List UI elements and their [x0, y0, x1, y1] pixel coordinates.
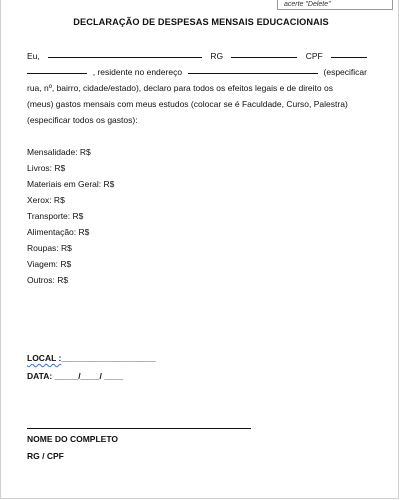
especificar-text: (especificar	[323, 67, 367, 77]
declaration-line-4	[27, 96, 367, 112]
declaration-paragraph	[27, 48, 367, 128]
full-name-label: NOME DO COMPLETO	[27, 434, 118, 444]
expense-item: Transporte: R$	[27, 211, 84, 221]
eu-label: Eu,	[27, 51, 40, 61]
expense-item: Viagem: R$	[27, 259, 72, 269]
expense-item: Alimentação: R$	[27, 227, 90, 237]
local-label: LOCAL :	[27, 353, 62, 363]
declaration-line-3	[27, 80, 367, 96]
date-blanks: _____/____/ ____	[54, 371, 124, 381]
rg-cpf-label: RG / CPF	[27, 451, 64, 461]
residente-text: , residente no endereço	[92, 67, 183, 77]
expense-item: Xerox: R$	[27, 195, 65, 205]
expenses-list	[27, 144, 114, 288]
declaration-line-5-text: (especificar todos os gastos):	[27, 115, 138, 125]
declaration-line-2	[27, 64, 367, 80]
expense-item: Livros: R$	[27, 163, 66, 173]
expense-item: Materiais em Geral: R$	[27, 179, 115, 189]
hint-text: acerte "Delete"	[284, 1, 331, 8]
expense-item: Mensalidade: R$	[27, 147, 91, 157]
cpf-blank	[331, 48, 367, 58]
declaration-line-4-text: (meus) gastos mensais com meus estudos (colocar se é Faculdade, Curso, Palestra)	[27, 99, 348, 109]
cpf-blank-continued	[27, 64, 87, 74]
rg-label: RG	[210, 51, 224, 61]
local-blank: ____________________	[61, 353, 156, 363]
date-label: DATA:	[27, 371, 53, 381]
declaration-line-3-text: rua, nº, bairro, cidade/estado), declaro para todos os efeitos legais e de direito os	[27, 83, 333, 93]
hint-box	[277, 0, 393, 10]
declaration-line-1	[27, 48, 367, 64]
address-blank	[188, 64, 318, 74]
name-blank	[48, 48, 202, 58]
expense-item: Outros: R$	[27, 275, 69, 285]
rg-blank	[231, 48, 297, 58]
expense-item: Roupas: R$	[27, 243, 72, 253]
date-row	[27, 371, 123, 381]
declaration-line-5	[27, 112, 367, 128]
cpf-label: CPF	[305, 51, 323, 61]
signature-line	[27, 428, 251, 429]
local-row	[27, 353, 156, 363]
document-title: DECLARAÇÃO DE DESPESAS MENSAIS EDUCACIONAIS	[73, 17, 329, 27]
